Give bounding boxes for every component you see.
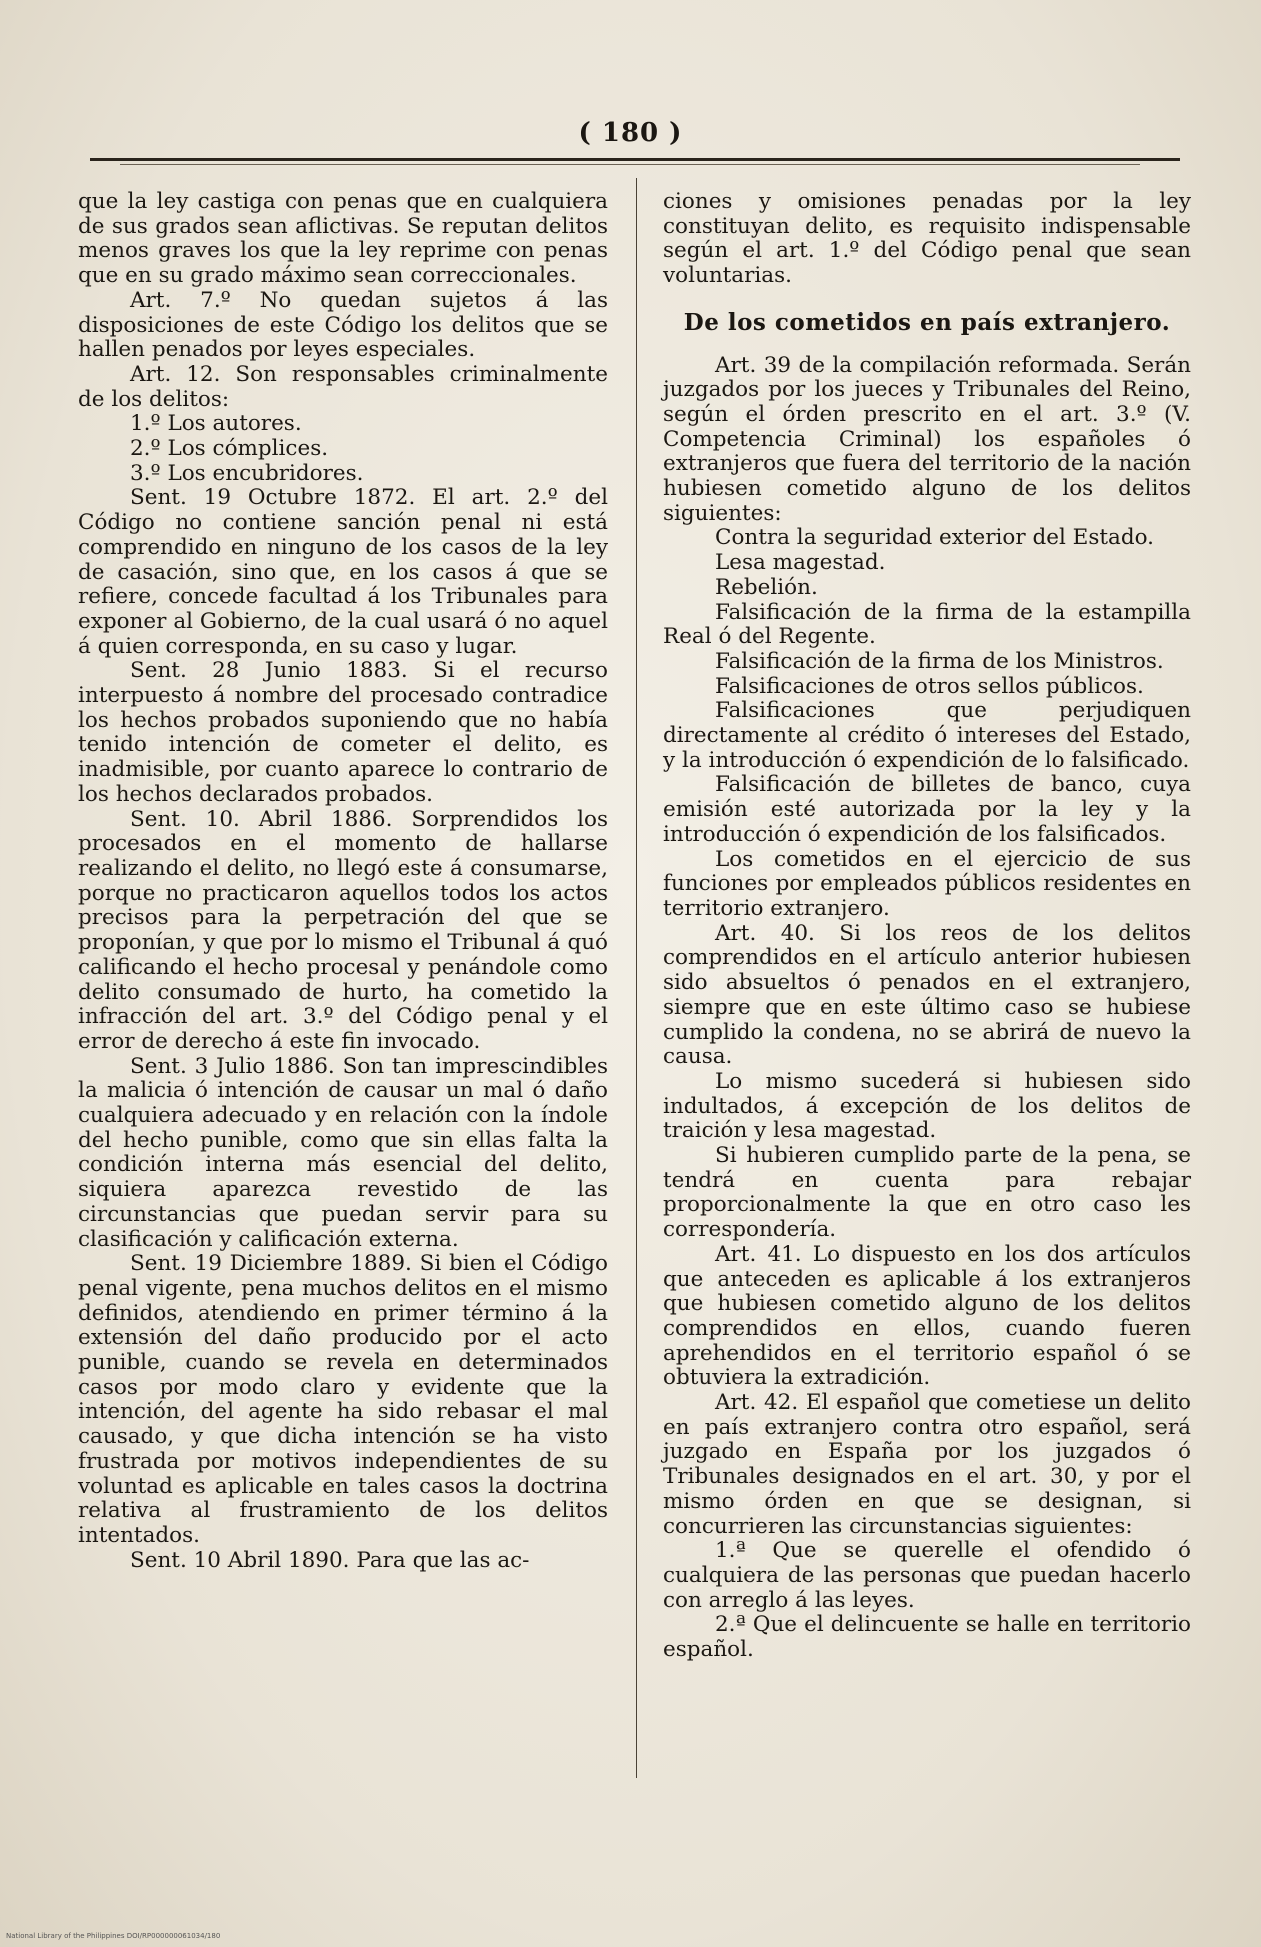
paragraph: Art. 39 de la compilación reformada. Serán juzgados por los jueces y Tribunales del Reino, según el órden prescrito en el art. 3.º (V. Competencia Criminal) los españoles ó extranjeros que fuera del territorio de la nación hubiesen cometido alguno de los delitos siguientes: [663,352,1191,526]
paragraph: Art. 7.º No quedan sujetos á las disposiciones de este Código los delitos que se hallen penados por leyes especiales. [78,287,608,363]
paragraph: Sent. 10. Abril 1886. Sorprendidos los procesados en el momento de hallarse realizando el delito, no llegó este á consumarse, porque no practicaron aquellos todos los actos precisos para la perpetración del que se proponían, y que por lo mismo el Tribunal á quó calificando el hecho procesal y penándole como delito consumado de hurto, ha cometido la infracción del art. 3.º del Código penal y el error de derecho á este fin invocado. [78,806,608,1054]
paragraph: Art. 42. El español que cometiese un delito en país extranjero contra otro español, será juzgado en España por los juzgados ó Tribunales designados en el art. 30, y por el mismo órden en que se designan, si concurrieren las circunstancias siguientes: [663,1390,1191,1539]
paragraph: Los cometidos en el ejercicio de sus funciones por empleados públicos residentes en territorio extranjero. [663,846,1191,921]
right-column [663,190,1191,1663]
section-heading: De los cometidos en país extranjero. [683,308,1171,336]
paragraph: Falsificación de la firma de los Ministros. [715,648,1164,674]
paragraph: ciones y omisiones penadas por la ley constituyan delito, es requisito indispensable según el art. 1.º del Código penal que sean voluntarias. [663,189,1191,289]
paragraph: Sent. 28 Junio 1883. Si el recurso interpuesto á nombre del procesado contradice los hechos probados suponiendo que no había tenido intención de cometer el delito, es inadmisible, por cuanto aparece lo contrario de los hechos declarados probados. [78,658,608,807]
paragraph: Si hubieren cumplido parte de la pena, se tendrá en cuenta para rebajar proporcionalmente la que en otro caso les correspondería. [663,1143,1191,1243]
paragraph: 1.ª Que se querelle el ofendido ó cualquiera de las personas que puedan hacerlo con arreglo á las leyes. [663,1538,1191,1613]
paragraph: Falsificaciones de otros sellos públicos. [715,673,1144,699]
paragraph: 3.º Los encubridores. [130,460,364,486]
paragraph: Contra la seguridad exterior del Estado. [715,525,1155,551]
left-column [78,190,608,1573]
paragraph: 1.º Los autores. [130,411,302,437]
paragraph: Art. 41. Lo dispuesto en los dos artículos que anteceden es aplicable á los extranjeros que hubiesen cometido alguno de los delitos comprendidos en ellos, cuando fueren aprehendidos en el territorio español ó se obtuviera la extradición. [663,1241,1191,1391]
paragraph: Sent. 19 Diciembre 1889. Si bien el Código penal vigente, pena muchos delitos en el mismo definidos, atendiendo en primer término á la extensión del daño producido por el acto punible, cuando se revela en determinados casos por modo claro y evidente que la intención, del agente ha sido rebasar el mal causado, y que dicha intención se ha visto frustrada por motivos independientes de su voluntad es aplicable en tales casos la doctrina relativa al frustramiento de los delitos intentados. [78,1251,608,1548]
paragraph: Art. 40. Si los reos de los delitos comprendidos en el artículo anterior hubiesen sido absueltos ó penados en el extranjero, siempre que en este último caso se hubiese cumplido la condena, no se abrirá de nuevo la causa. [663,920,1191,1070]
column-divider [636,178,637,1778]
paragraph: Art. 12. Son responsables criminalmente de los delitos: [78,361,608,412]
paragraph: Lesa magestad. [715,550,886,576]
page-number: ( 180 ) [578,118,683,148]
paragraph: Sent. 19 Octubre 1872. El art. 2.º del Código no contiene sanción penal ni está comprendido en ninguno de los casos de la ley de casación, sino que, en los casos á que se refiere, concede facultad á los Tribunales para exponer al Gobierno, de la cual usará ó no aquel á quien corresponda, en su caso y lugar. [78,485,608,659]
header-rule-thin [120,164,1140,165]
paragraph: Sent. 3 Julio 1886. Son tan imprescindibles la malicia ó intención de causar un mal ó daño cualquiera adecuado y en relación con la índole del hecho punible, como que sin ellas falta la condición interna más esencial del delito, siquiera aparezca revestido de las circunstancias que puedan servir para su clasificación y calificación externa. [78,1053,608,1252]
paragraph: Falsificaciones que perjudiquen directamente al crédito ó intereses del Estado, y la introducción ó expendición de lo falsificado. [663,698,1191,773]
paragraph: Rebelión. [715,574,818,600]
paragraph: 2.ª Que el delincuente se halle en territorio español. [663,1612,1191,1663]
paragraph: Falsificación de la firma de la estampilla Real ó del Regente. [663,599,1191,650]
header-rule [90,158,1180,161]
paragraph: 2.º Los cómplices. [130,436,329,462]
paragraph: Lo mismo sucederá si hubiesen sido indultados, á excepción de los delitos de traición y lesa magestad. [663,1068,1191,1144]
footer-credit: National Library of the Philippines DOI/RP000000061034/180 [6,1932,221,1940]
paragraph: que la ley castiga con penas que en cualquiera de sus grados sean aflictivas. Se reputan delitos menos graves los que la ley reprime con penas que en su grado máximo sean correccionales. [78,189,608,289]
paragraph: Falsificación de billetes de banco, cuya emisión esté autorizada por la ley y la introducción ó expendición de los falsificados. [663,772,1191,847]
paragraph: Sent. 10 Abril 1890. Para que las ac- [130,1547,530,1573]
